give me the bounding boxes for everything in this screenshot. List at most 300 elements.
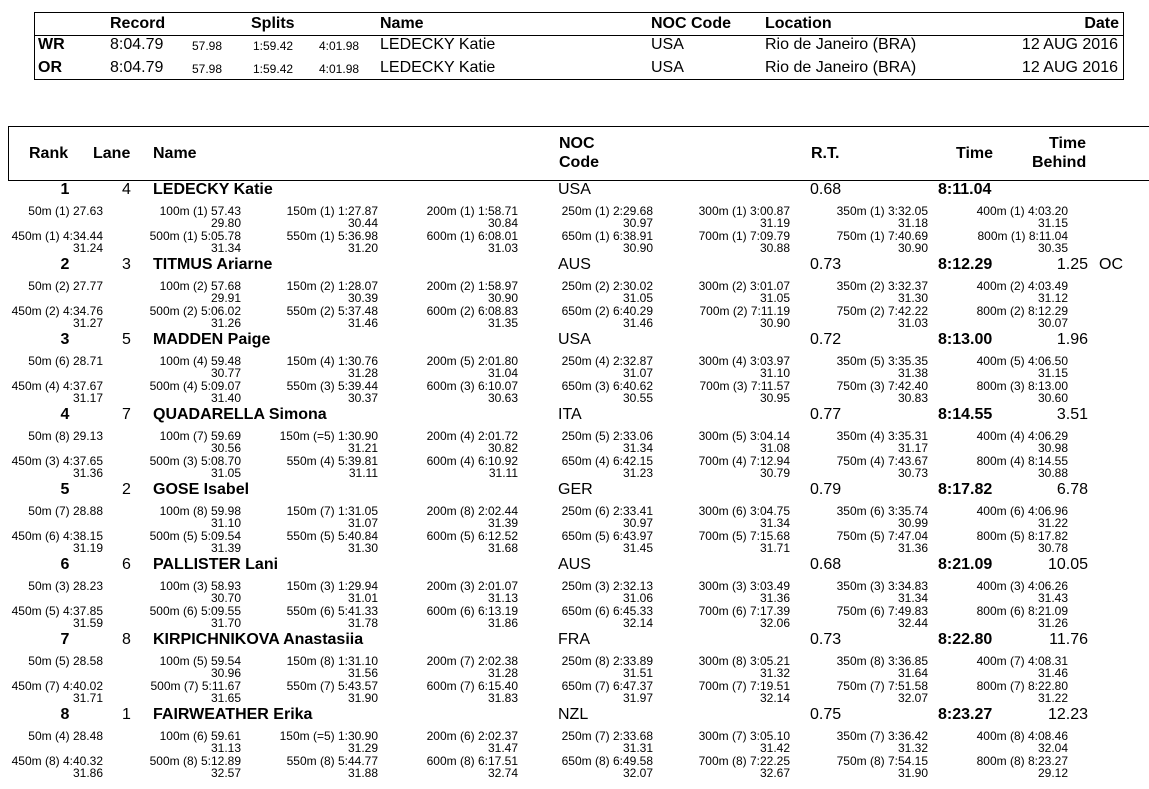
split-lap: 31.35 <box>487 316 518 330</box>
record-date: 12 AUG 2016 <box>1021 36 1118 53</box>
split-cell <box>287 505 378 529</box>
split-lap: 31.24 <box>72 241 103 255</box>
split-cumulative: 500m (2) 5:06.02 <box>149 304 241 318</box>
split-lap: 32.14 <box>759 691 790 705</box>
split-cumulative: 300m (6) 3:04.75 <box>698 504 790 518</box>
split-cumulative: 150m (=5) 1:30.90 <box>279 729 378 743</box>
split-cumulative: 50m (6) 28.71 <box>28 354 103 368</box>
split-cumulative: 100m (7) 59.69 <box>159 429 241 443</box>
split-cell <box>699 230 790 254</box>
split-cell <box>150 530 241 554</box>
split-lap: 32.14 <box>622 616 653 630</box>
split-cell <box>160 505 241 529</box>
athlete-note: OC <box>1099 256 1123 273</box>
split-cell <box>12 305 103 329</box>
split-lap: 31.43 <box>1037 591 1068 605</box>
split-lap: 29.12 <box>1037 766 1068 780</box>
split-lap: 30.97 <box>622 216 653 230</box>
split-cell <box>837 655 928 679</box>
split-lap: 30.99 <box>897 516 928 530</box>
split-cumulative: 450m (5) 4:37.85 <box>11 604 103 618</box>
split-cumulative: 400m (4) 4:06.29 <box>976 429 1068 443</box>
record-split: 4:01.98 <box>319 62 360 76</box>
split-cell <box>287 305 378 329</box>
split-cumulative: 100m (4) 59.48 <box>159 354 241 368</box>
record-type: OR <box>38 59 62 76</box>
athlete-lane: 8 <box>122 631 131 648</box>
split-lap: 31.51 <box>622 666 653 680</box>
split-lap: 32.07 <box>897 691 928 705</box>
split-lap: 30.95 <box>759 391 790 405</box>
athlete-name: KIRPICHNIKOVA Anastasiia <box>153 631 364 648</box>
split-lap: 31.71 <box>72 691 103 705</box>
results-header <box>8 126 1149 181</box>
split-cell <box>837 755 928 779</box>
split-lap: 31.30 <box>347 541 378 555</box>
split-cumulative: 300m (8) 3:05.21 <box>698 654 790 668</box>
split-cumulative: 700m (5) 7:15.68 <box>698 529 790 543</box>
split-lap: 31.19 <box>759 216 790 230</box>
split-cumulative: 200m (1) 1:58.71 <box>426 204 518 218</box>
split-cumulative: 50m (3) 28.23 <box>28 579 103 593</box>
athlete-rank: 5 <box>60 481 70 498</box>
split-lap: 31.12 <box>1037 291 1068 305</box>
split-cumulative: 300m (5) 3:04.14 <box>698 429 790 443</box>
split-cell <box>699 605 790 629</box>
athlete-name: LEDECKY Katie <box>153 181 273 198</box>
record-name: LEDECKY Katie <box>380 36 496 53</box>
split-cell <box>160 355 241 379</box>
split-lap: 31.10 <box>759 366 790 380</box>
split-cell <box>837 305 928 329</box>
split-cumulative: 800m (3) 8:13.00 <box>976 379 1068 393</box>
split-cumulative: 50m (8) 29.13 <box>28 429 103 443</box>
split-lap: 31.90 <box>347 691 378 705</box>
split-cumulative: 50m (4) 28.48 <box>28 729 103 743</box>
split-cell <box>699 680 790 704</box>
split-cumulative: 600m (3) 6:10.07 <box>426 379 518 393</box>
split-lap: 30.88 <box>759 241 790 255</box>
split-cumulative: 350m (7) 3:36.42 <box>836 729 928 743</box>
split-lap: 31.03 <box>897 316 928 330</box>
split-cumulative: 350m (4) 3:35.31 <box>836 429 928 443</box>
split-cumulative: 400m (7) 4:08.31 <box>976 654 1068 668</box>
split-cell <box>287 380 378 404</box>
split-cumulative: 550m (1) 5:36.98 <box>286 229 378 243</box>
split-cell <box>150 230 241 254</box>
split-cell <box>837 505 928 529</box>
split-cell <box>287 280 378 304</box>
split-cell <box>837 605 928 629</box>
split-lap: 29.91 <box>210 291 241 305</box>
split-cumulative: 200m (5) 2:01.80 <box>426 354 518 368</box>
split-cumulative: 800m (6) 8:21.09 <box>976 604 1068 618</box>
split-lap: 30.07 <box>1037 316 1068 330</box>
split-lap: 31.86 <box>487 616 518 630</box>
split-cumulative: 600m (4) 6:10.92 <box>426 454 518 468</box>
record-date: 12 AUG 2016 <box>1021 59 1118 76</box>
athlete-noc: AUS <box>558 256 591 273</box>
split-cell <box>977 380 1068 404</box>
split-cell <box>280 730 378 754</box>
split-lap: 31.27 <box>72 316 103 330</box>
split-lap: 31.22 <box>1037 516 1068 530</box>
athlete-noc: USA <box>558 181 591 198</box>
athlete-lane: 1 <box>122 706 131 723</box>
split-cumulative: 150m (7) 1:31.05 <box>286 504 378 518</box>
record-split: 1:59.42 <box>253 62 294 76</box>
split-cell <box>978 230 1069 254</box>
split-cumulative: 650m (1) 6:38.91 <box>561 229 653 243</box>
split-cell <box>562 580 653 604</box>
split-cell <box>699 430 790 454</box>
record-split: 57.98 <box>192 39 223 53</box>
split-cumulative: 650m (2) 6:40.29 <box>561 304 653 318</box>
split-lap: 31.40 <box>210 391 241 405</box>
split-cell <box>562 605 653 629</box>
split-cumulative: 600m (5) 6:12.52 <box>426 529 518 543</box>
split-cumulative: 300m (4) 3:03.97 <box>698 354 790 368</box>
split-lap: 29.80 <box>210 216 241 230</box>
split-lap: 30.77 <box>210 366 241 380</box>
split-lap: 30.44 <box>347 216 378 230</box>
split-lap: 31.10 <box>210 516 241 530</box>
split-cell <box>287 530 378 554</box>
split-cumulative: 750m (1) 7:40.69 <box>836 229 928 243</box>
split-lap: 30.98 <box>1037 441 1068 455</box>
split-cell <box>837 580 928 604</box>
split-lap: 31.46 <box>347 316 378 330</box>
split-cell <box>562 455 653 479</box>
athlete-time: 8:21.09 <box>938 556 993 573</box>
split-lap: 31.88 <box>347 766 378 780</box>
split-cumulative: 800m (7) 8:22.80 <box>976 679 1068 693</box>
split-cumulative: 250m (4) 2:32.87 <box>561 354 653 368</box>
split-cumulative: 450m (6) 4:38.15 <box>11 529 103 543</box>
split-cell <box>977 305 1068 329</box>
split-cell <box>12 455 103 479</box>
split-cell <box>150 605 241 629</box>
records-header-noc: NOC Code <box>651 15 731 32</box>
split-cumulative: 200m (7) 2:02.38 <box>426 654 518 668</box>
split-lap: 31.13 <box>210 741 241 755</box>
split-cumulative: 750m (3) 7:42.40 <box>836 379 928 393</box>
split-cumulative: 150m (4) 1:30.76 <box>286 354 378 368</box>
split-cumulative: 350m (5) 3:35.35 <box>836 354 928 368</box>
split-cell <box>562 430 653 454</box>
split-cumulative: 250m (3) 2:32.13 <box>561 579 653 593</box>
split-cumulative: 100m (1) 57.43 <box>159 204 241 218</box>
split-cell <box>12 755 103 779</box>
athlete-name: FAIRWEATHER Erika <box>153 706 313 723</box>
split-cell <box>427 655 518 679</box>
split-lap: 31.01 <box>347 591 378 605</box>
split-lap: 31.47 <box>487 741 518 755</box>
split-lap: 32.67 <box>759 766 790 780</box>
split-cell <box>837 730 928 754</box>
split-cell <box>700 380 791 404</box>
split-cell <box>562 205 653 229</box>
record-name: LEDECKY Katie <box>380 59 496 76</box>
split-lap: 30.90 <box>897 241 928 255</box>
split-lap: 31.86 <box>72 766 103 780</box>
split-cumulative: 600m (2) 6:08.83 <box>426 304 518 318</box>
athlete-time: 8:13.00 <box>938 331 993 348</box>
split-cell <box>12 380 103 404</box>
split-cell <box>427 605 518 629</box>
split-cumulative: 350m (6) 3:35.74 <box>836 504 928 518</box>
split-lap: 31.65 <box>210 691 241 705</box>
split-lap: 30.60 <box>1037 391 1068 405</box>
record-type: WR <box>38 36 65 53</box>
athlete-time-behind: 10.05 <box>1047 556 1088 573</box>
record-noc: USA <box>651 59 684 76</box>
split-cell <box>837 205 928 229</box>
split-cell <box>837 280 928 304</box>
header-behind-2: Behind <box>1032 154 1087 171</box>
split-cell <box>287 205 378 229</box>
athlete-time: 8:17.82 <box>938 481 993 498</box>
split-cell <box>699 355 790 379</box>
split-cell <box>837 380 928 404</box>
split-lap: 32.04 <box>1037 741 1068 755</box>
split-cell <box>977 355 1068 379</box>
athlete-noc: GER <box>558 481 593 498</box>
split-lap: 31.11 <box>348 466 378 480</box>
athlete-name: GOSE Isabel <box>153 481 250 498</box>
split-cumulative: 700m (4) 7:12.94 <box>698 454 790 468</box>
athlete-noc: USA <box>558 331 591 348</box>
athlete-rank: 3 <box>60 331 70 348</box>
split-cell <box>977 505 1068 529</box>
split-cumulative: 400m (2) 4:03.49 <box>976 279 1068 293</box>
record-location: Rio de Janeiro (BRA) <box>765 59 917 76</box>
split-cumulative: 150m (3) 1:29.94 <box>286 579 378 593</box>
split-lap: 31.28 <box>347 366 378 380</box>
split-cumulative: 650m (7) 6:47.37 <box>561 679 653 693</box>
athlete-time: 8:12.29 <box>938 256 993 273</box>
split-lap: 31.17 <box>897 441 928 455</box>
split-cumulative: 800m (1) 8:11.04 <box>977 229 1068 243</box>
header-behind-1: Time <box>1049 135 1087 152</box>
split-lap: 31.36 <box>759 591 790 605</box>
athlete-lane: 5 <box>122 331 131 348</box>
split-cumulative: 250m (6) 2:33.41 <box>561 504 653 518</box>
athlete-reaction-time: 0.79 <box>810 481 842 498</box>
split-cumulative: 150m (8) 1:31.10 <box>286 654 378 668</box>
split-cell <box>287 455 378 479</box>
split-lap: 31.97 <box>622 691 653 705</box>
split-cell <box>977 280 1068 304</box>
split-cumulative: 550m (7) 5:43.57 <box>286 679 378 693</box>
header-time: Time <box>956 145 994 162</box>
split-cumulative: 650m (6) 6:45.33 <box>561 604 653 618</box>
split-cumulative: 350m (3) 3:34.83 <box>836 579 928 593</box>
split-cumulative: 100m (3) 58.93 <box>159 579 241 593</box>
athlete-reaction-time: 0.72 <box>810 331 842 348</box>
split-cell <box>150 380 241 404</box>
split-lap: 31.39 <box>487 516 518 530</box>
split-cell <box>427 305 518 329</box>
split-cell <box>837 355 928 379</box>
split-cell <box>28 205 103 217</box>
split-cumulative: 700m (6) 7:17.39 <box>698 604 790 618</box>
records-header-date: Date <box>1084 15 1119 32</box>
split-lap: 31.07 <box>622 366 653 380</box>
split-cumulative: 50m (7) 28.88 <box>28 504 103 518</box>
split-cumulative: 250m (2) 2:30.02 <box>561 279 653 293</box>
split-cell <box>150 305 241 329</box>
split-cell <box>977 455 1068 479</box>
split-lap: 30.82 <box>487 441 518 455</box>
split-lap: 30.56 <box>210 441 241 455</box>
split-cell <box>837 430 928 454</box>
split-cumulative: 800m (8) 8:23.27 <box>976 754 1068 768</box>
split-cumulative: 550m (8) 5:44.77 <box>286 754 378 768</box>
split-cell <box>562 505 653 529</box>
split-cumulative: 250m (7) 2:33.68 <box>561 729 653 743</box>
split-cell <box>28 655 103 667</box>
split-cumulative: 300m (3) 3:03.49 <box>698 579 790 593</box>
athlete-name: TITMUS Ariarne <box>153 256 273 273</box>
split-cell <box>837 680 928 704</box>
split-lap: 31.15 <box>1037 216 1068 230</box>
split-cumulative: 200m (2) 1:58.97 <box>426 279 518 293</box>
split-lap: 31.78 <box>347 616 378 630</box>
split-lap: 30.96 <box>210 666 241 680</box>
header-lane: Lane <box>93 145 131 162</box>
athlete-rank: 7 <box>60 631 70 648</box>
split-cumulative: 250m (1) 2:29.68 <box>561 204 653 218</box>
split-cumulative: 800m (4) 8:14.55 <box>976 454 1068 468</box>
split-cell <box>562 380 653 404</box>
records-header <box>35 13 1123 36</box>
split-cumulative: 350m (8) 3:36.85 <box>836 654 928 668</box>
split-lap: 30.90 <box>759 316 790 330</box>
split-lap: 31.31 <box>622 741 653 755</box>
split-cell <box>977 530 1068 554</box>
split-cell <box>427 205 518 229</box>
split-cell <box>151 680 242 704</box>
split-cell <box>562 530 653 554</box>
athlete-time-behind: 12.23 <box>1047 706 1088 723</box>
split-cell <box>427 580 518 604</box>
split-cell <box>562 755 653 779</box>
split-cumulative: 450m (8) 4:40.32 <box>11 754 103 768</box>
split-cumulative: 450m (7) 4:40.02 <box>11 679 103 693</box>
split-cell <box>160 655 241 679</box>
split-lap: 31.42 <box>759 741 790 755</box>
athlete-lane: 7 <box>122 406 131 423</box>
split-lap: 31.05 <box>622 291 653 305</box>
split-cumulative: 500m (5) 5:09.54 <box>149 529 241 543</box>
split-cell <box>280 430 378 454</box>
records-header-location: Location <box>765 15 832 32</box>
split-cell <box>427 680 518 704</box>
split-cumulative: 200m (8) 2:02.44 <box>426 504 518 518</box>
split-cumulative: 200m (6) 2:02.37 <box>426 729 518 743</box>
split-cell <box>562 355 653 379</box>
split-cumulative: 150m (2) 1:28.07 <box>286 279 378 293</box>
split-cell <box>427 430 518 454</box>
athlete-time-behind: 1.96 <box>1056 331 1088 348</box>
split-cell <box>562 730 653 754</box>
header-noc-1: NOC <box>559 135 595 152</box>
split-cumulative: 450m (1) 4:34.44 <box>11 229 103 243</box>
split-cumulative: 750m (4) 7:43.67 <box>836 454 928 468</box>
split-cell <box>977 605 1068 629</box>
split-lap: 31.06 <box>622 591 653 605</box>
athlete-lane: 3 <box>122 256 131 273</box>
split-lap: 30.84 <box>487 216 518 230</box>
split-lap: 31.21 <box>347 441 378 455</box>
split-lap: 30.90 <box>487 291 518 305</box>
split-cumulative: 250m (8) 2:33.89 <box>561 654 653 668</box>
split-lap: 30.73 <box>897 466 928 480</box>
split-cumulative: 50m (2) 27.77 <box>28 279 103 293</box>
split-cell <box>28 430 103 442</box>
split-lap: 31.29 <box>347 741 378 755</box>
split-cumulative: 300m (1) 3:00.87 <box>698 204 790 218</box>
athlete-time: 8:11.04 <box>938 181 992 198</box>
split-cell <box>12 530 103 554</box>
split-cell <box>12 680 103 704</box>
split-cumulative: 350m (2) 3:32.37 <box>836 279 928 293</box>
split-lap: 31.34 <box>897 591 928 605</box>
record-split: 4:01.98 <box>319 39 360 53</box>
split-cell <box>427 730 518 754</box>
split-cumulative: 200m (3) 2:01.07 <box>426 579 518 593</box>
athlete-rank: 4 <box>60 406 70 423</box>
split-cell <box>977 205 1068 229</box>
split-lap: 32.57 <box>210 766 241 780</box>
split-cell <box>160 730 241 754</box>
split-cell <box>700 305 791 329</box>
split-cumulative: 400m (8) 4:08.46 <box>976 729 1068 743</box>
split-cell <box>28 730 103 742</box>
split-cumulative: 700m (3) 7:11.57 <box>699 379 790 393</box>
split-lap: 30.83 <box>897 391 928 405</box>
split-lap: 31.15 <box>1037 366 1068 380</box>
split-lap: 31.13 <box>487 591 518 605</box>
split-lap: 31.05 <box>759 291 790 305</box>
split-cumulative: 750m (2) 7:42.22 <box>836 304 928 318</box>
split-cell <box>427 455 518 479</box>
split-lap: 31.70 <box>210 616 241 630</box>
split-lap: 31.59 <box>72 616 103 630</box>
split-cumulative: 250m (5) 2:33.06 <box>561 429 653 443</box>
athlete-rank: 8 <box>60 706 70 723</box>
split-lap: 30.88 <box>1037 466 1068 480</box>
athlete-lane: 6 <box>122 556 131 573</box>
split-cell <box>837 230 928 254</box>
split-cumulative: 600m (6) 6:13.19 <box>426 604 518 618</box>
split-lap: 31.07 <box>347 516 378 530</box>
split-lap: 31.34 <box>759 516 790 530</box>
split-lap: 31.17 <box>72 391 103 405</box>
split-cell <box>12 230 103 254</box>
split-cell <box>160 580 241 604</box>
split-lap: 31.64 <box>897 666 928 680</box>
split-cumulative: 100m (2) 57.68 <box>159 279 241 293</box>
split-cell <box>150 455 241 479</box>
split-lap: 31.32 <box>759 666 790 680</box>
split-cell <box>287 580 378 604</box>
split-lap: 31.20 <box>347 241 378 255</box>
split-cell <box>699 455 790 479</box>
athlete-lane: 4 <box>122 181 131 198</box>
athlete-noc: FRA <box>558 631 590 648</box>
